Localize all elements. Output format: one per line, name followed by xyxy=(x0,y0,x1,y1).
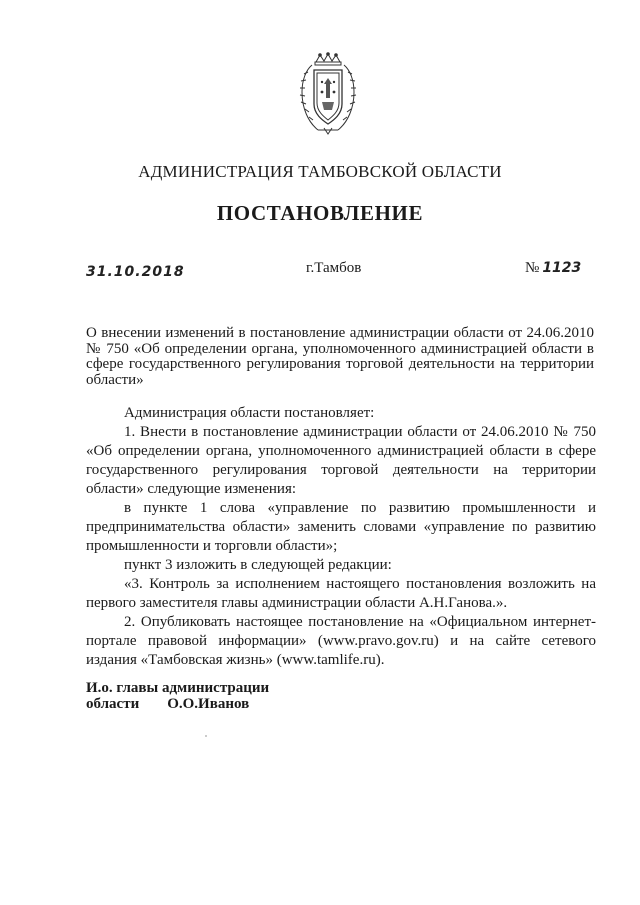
signatory-row xyxy=(86,696,269,712)
signatory-position-cont: области xyxy=(86,696,140,712)
body-paragraph: пункт 3 изложить в следующей редакции: xyxy=(124,557,392,573)
body-paragraph: 1. Внести в постановление администрации области от 24.06.2010 № 750 «Об определении органа, уполномоченного администрацией области в сфере государственного регулирования торговой деятельности на территории области» следующие изменения: xyxy=(86,424,596,497)
document-type-heading: ПОСТАНОВЛЕНИЕ xyxy=(216,201,424,225)
document-subject: О внесении изменений в постановление администрации области от 24.06.2010 № 750 «Об определении органа, уполномоченного администрацией области в сфере государственного регулирования торговой деятельности на территории области» xyxy=(86,325,594,388)
body-paragraph: Администрация области постановляет: xyxy=(124,405,375,421)
organization-title: АДМИНИСТРАЦИЯ ТАМБОВСКОЙ ОБЛАСТИ xyxy=(138,162,502,181)
document-date: 31.10.2018 xyxy=(86,264,185,280)
coat-of-arms-icon xyxy=(296,52,360,136)
document-number xyxy=(525,258,581,278)
signature-block xyxy=(86,680,269,712)
body-paragraph: «3. Контроль за исполнением настоящего постановления возложить на первого заместителя главы администрации области А.Н.Ганова.». xyxy=(86,576,596,611)
body-paragraph: 2. Опубликовать настоящее постановление на «Официальном интернет-портале правовой информации» (www.pravo.gov.ru) и на сайте сетевого издания «Тамбовская жизнь» (www.tamlife.ru). xyxy=(86,614,596,668)
body-paragraph: в пункте 1 слова «управление по развитию промышленности и предпринимательства области» заменить словами «управление по развитию промышленности и торговли области»; xyxy=(86,500,596,554)
document-body xyxy=(86,404,596,670)
signatory-position: И.о. главы администрации xyxy=(86,680,270,696)
number-value: 1123 xyxy=(542,260,582,276)
document-city: г.Тамбов xyxy=(306,260,362,276)
signatory-name: О.О.Иванов xyxy=(167,696,250,712)
scan-speck xyxy=(205,735,207,737)
number-sign: № xyxy=(525,260,540,276)
